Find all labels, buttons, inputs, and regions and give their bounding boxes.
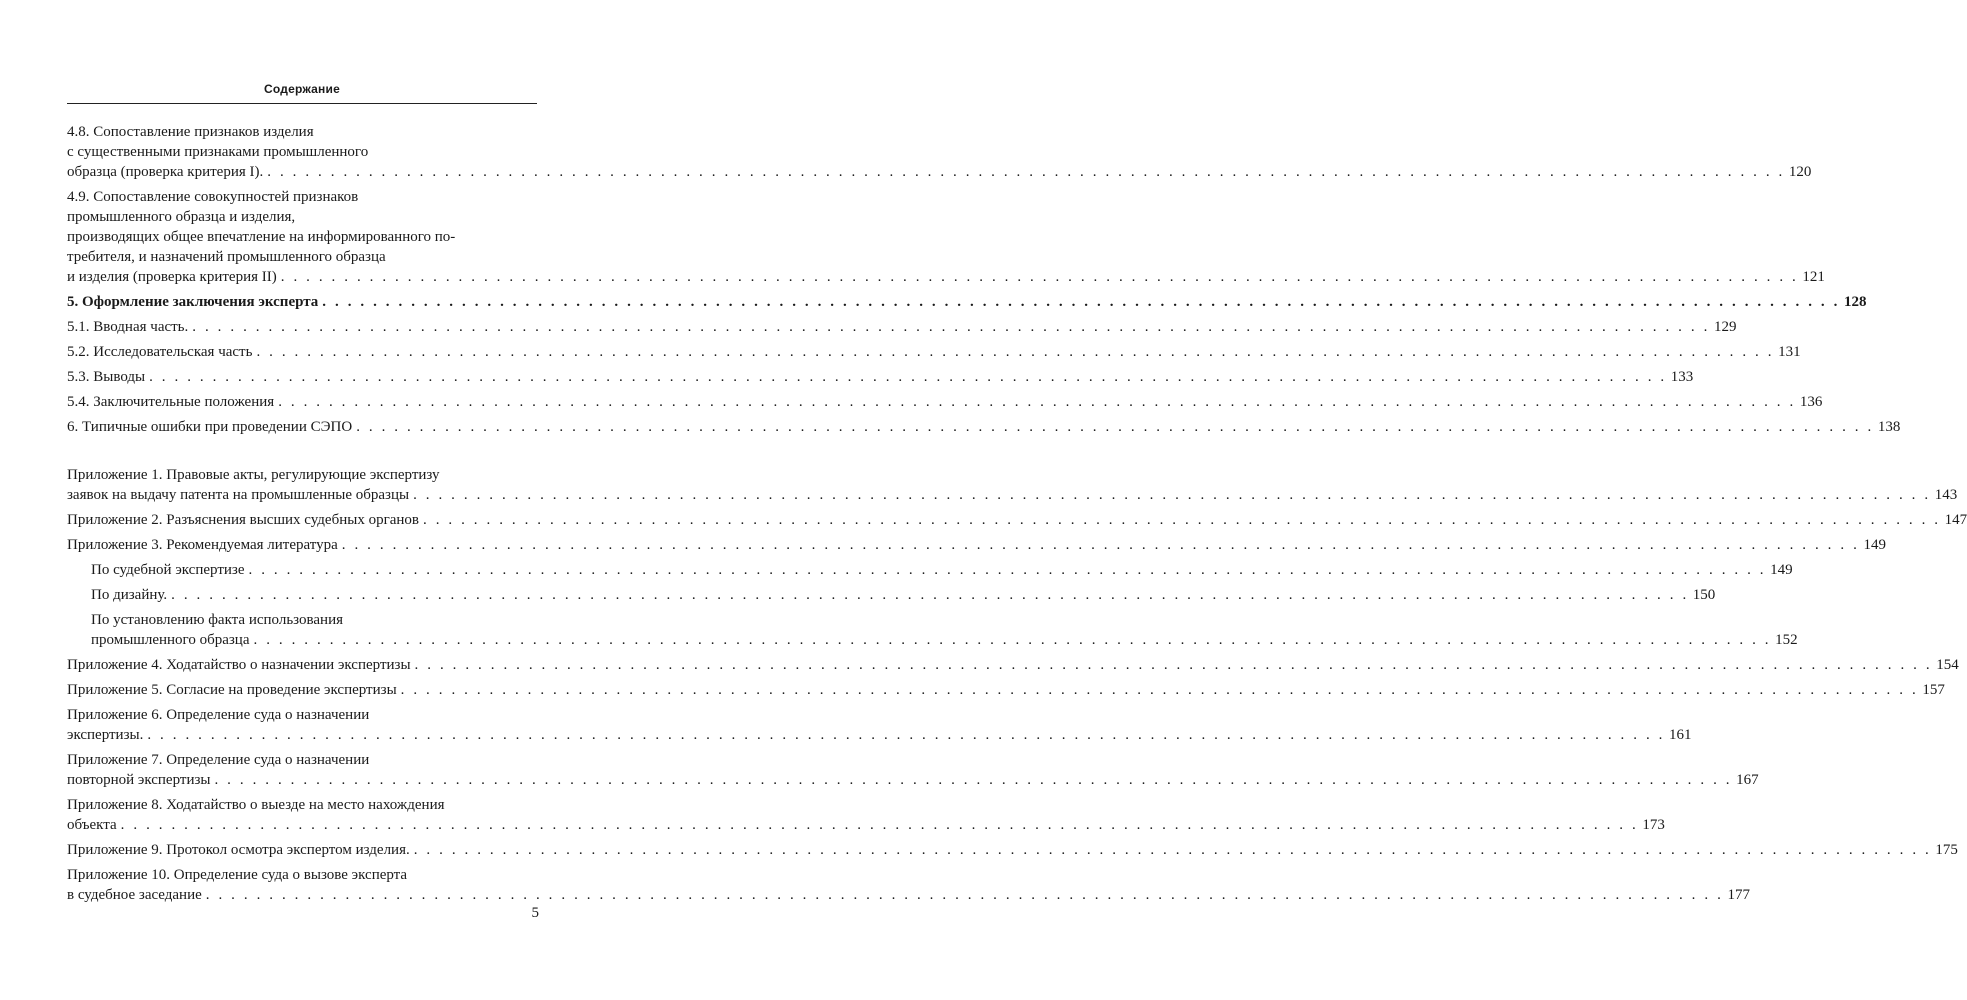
dot-leader: . . . . . . . . . . . . . . . . . . . . . . . . . . . . . . . . . . . . . . . . . . . . . . . . . . . . . . . . . . . . . . . . . . . . . . . . . . . . . . . . . . . . . . . . . . . . . . . . . . . . . . . . . . . . . . . . . . . . . . . . <box>322 294 1840 310</box>
dot-leader: . . . . . . . . . . . . . . . . . . . . . . . . . . . . . . . . . . . . . . . . . . . . . . . . . . . . . . . . . . . . . . . . . . . . . . . . . . . . . . . . . . . . . . . . . . . . . . . . . . . . . . . . . . . . . . . . . . . . . . . . <box>267 164 1785 180</box>
dot-leader: . . . . . . . . . . . . . . . . . . . . . . . . . . . . . . . . . . . . . . . . . . . . . . . . . . . . . . . . . . . . . . . . . . . . . . . . . . . . . . . . . . . . . . . . . . . . . . . . . . . . . . . . . . . . . . . . . . . . . . . . <box>171 587 1689 603</box>
toc-entry <box>67 585 1716 605</box>
toc-page-number: 147 <box>1944 512 1967 528</box>
toc-page-number: 129 <box>1713 319 1737 335</box>
toc-entry-title: образца (проверка критерия I). <box>67 164 264 180</box>
toc-entry-line: 4.8. Сопоставление признаков изделия <box>67 124 314 140</box>
toc-entry <box>67 187 1825 287</box>
toc-entry-title: 5.4. Заключительные положения <box>67 394 275 410</box>
toc-entry-line: требителя, и назначений промышленного образца <box>67 249 386 265</box>
toc-entry-title: заявок на выдачу патента на промышленные образцы <box>67 487 410 503</box>
toc-entry <box>67 465 1958 505</box>
section-gap <box>67 442 537 465</box>
toc-page-number: 149 <box>1770 562 1793 578</box>
toc-page-number: 161 <box>1669 727 1692 743</box>
dot-leader: . . . . . . . . . . . . . . . . . . . . . . . . . . . . . . . . . . . . . . . . . . . . . . . . . . . . . . . . . . . . . . . . . . . . . . . . . . . . . . . . . . . . . . . . . . . . . . . . . . . . . . . . . . . . . . . . . . . . . . . . <box>414 657 1933 673</box>
toc-page-number: 121 <box>1802 269 1825 285</box>
toc-entry-lastline <box>67 840 1958 860</box>
dot-leader: . . . . . . . . . . . . . . . . . . . . . . . . . . . . . . . . . . . . . . . . . . . . . . . . . . . . . . . . . . . . . . . . . . . . . . . . . . . . . . . . . . . . . . . . . . . . . . . . . . . . . . . . . . . . . . . . . . . . . . . . <box>149 369 1667 385</box>
toc-entry-lastline <box>67 815 1665 835</box>
toc-entry-title: 5.1. Вводная часть. <box>67 319 189 335</box>
toc-entry <box>67 417 1901 437</box>
toc-entry-lastline <box>91 630 1798 650</box>
dot-leader: . . . . . . . . . . . . . . . . . . . . . . . . . . . . . . . . . . . . . . . . . . . . . . . . . . . . . . . . . . . . . . . . . . . . . . . . . . . . . . . . . . . . . . . . . . . . . . . . . . . . . . . . . . . . . . . . . . . . . . . . <box>147 727 1665 743</box>
dot-leader: . . . . . . . . . . . . . . . . . . . . . . . . . . . . . . . . . . . . . . . . . . . . . . . . . . . . . . . . . . . . . . . . . . . . . . . . . . . . . . . . . . . . . . . . . . . . . . . . . . . . . . . . . . . . . . . . . . . . . . . . <box>341 537 1860 553</box>
toc-entry <box>67 510 1967 530</box>
toc-page-number: 152 <box>1775 632 1798 648</box>
toc-page-number: 120 <box>1788 164 1812 180</box>
toc-entry-line: По установлению факта использования <box>91 612 343 628</box>
dot-leader: . . . . . . . . . . . . . . . . . . . . . . . . . . . . . . . . . . . . . . . . . . . . . . . . . . . . . . . . . . . . . . . . . . . . . . . . . . . . . . . . . . . . . . . . . . . . . . . . . . . . . . . . . . . . . . . . . . . . . . . . <box>400 682 1919 698</box>
toc-page-number: 150 <box>1692 587 1716 603</box>
toc-entry-title: По судебной экспертизе <box>91 562 245 578</box>
toc-entry <box>67 317 1737 337</box>
toc-entry-lastline <box>67 725 1692 745</box>
toc-entry-line: промышленного образца и изделия, <box>67 209 296 225</box>
toc-entry <box>67 680 1945 700</box>
dot-leader: . . . . . . . . . . . . . . . . . . . . . . . . . . . . . . . . . . . . . . . . . . . . . . . . . . . . . . . . . . . . . . . . . . . . . . . . . . . . . . . . . . . . . . . . . . . . . . . . . . . . . . . . . . . . . . . . . . . . . . . . <box>413 487 1931 503</box>
toc-entry-lastline <box>67 680 1945 700</box>
dot-leader: . . . . . . . . . . . . . . . . . . . . . . . . . . . . . . . . . . . . . . . . . . . . . . . . . . . . . . . . . . . . . . . . . . . . . . . . . . . . . . . . . . . . . . . . . . . . . . . . . . . . . . . . . . . . . . . . . . . . . . . . <box>413 842 1932 858</box>
toc-entry-lastline <box>67 655 1959 675</box>
toc-entry-lastline <box>67 317 1737 337</box>
toc-entry <box>67 840 1958 860</box>
dot-leader: . . . . . . . . . . . . . . . . . . . . . . . . . . . . . . . . . . . . . . . . . . . . . . . . . . . . . . . . . . . . . . . . . . . . . . . . . . . . . . . . . . . . . . . . . . . . . . . . . . . . . . . . . . . . . . . . . . . . . . . . <box>253 632 1772 648</box>
header-rule <box>67 103 537 104</box>
toc-entry-lastline <box>67 267 1825 287</box>
toc-entry-lastline <box>67 485 1958 505</box>
toc-entry-line: Приложение 7. Определение суда о назначении <box>67 752 370 768</box>
toc-page-number: 175 <box>1935 842 1958 858</box>
toc-entry-line: Приложение 6. Определение суда о назначении <box>67 707 370 723</box>
toc-entry <box>67 342 1801 362</box>
toc-entry-title: 5.2. Исследовательская часть <box>67 344 253 360</box>
toc-entry-line: с существенными признаками промышленного <box>67 144 369 160</box>
toc-entry-title: По дизайну. <box>91 587 168 603</box>
dot-leader: . . . . . . . . . . . . . . . . . . . . . . . . . . . . . . . . . . . . . . . . . . . . . . . . . . . . . . . . . . . . . . . . . . . . . . . . . . . . . . . . . . . . . . . . . . . . . . . . . . . . . . . . . . . . . . . . . . . . . . . . <box>120 817 1639 833</box>
toc-entry-title: объекта <box>67 817 117 833</box>
toc-entry-title: 6. Типичные ошибки при проведении СЭПО <box>67 419 353 435</box>
dot-leader: . . . . . . . . . . . . . . . . . . . . . . . . . . . . . . . . . . . . . . . . . . . . . . . . . . . . . . . . . . . . . . . . . . . . . . . . . . . . . . . . . . . . . . . . . . . . . . . . . . . . . . . . . . . . . . . . . . . . . . . . <box>280 269 1799 285</box>
toc-page-number: 167 <box>1736 772 1759 788</box>
toc-page-number: 177 <box>1727 887 1750 903</box>
toc-entry-lastline <box>67 510 1967 530</box>
toc-entry-title: в судебное заседание <box>67 887 202 903</box>
toc-entry <box>67 750 1759 790</box>
toc-entry-lastline <box>67 417 1901 437</box>
toc-entry <box>67 292 1867 312</box>
toc-page-number: 157 <box>1922 682 1945 698</box>
toc-entry-title: 5.3. Выводы <box>67 369 146 385</box>
toc-entry-title: Приложение 9. Протокол осмотра экспертом изделия. <box>67 842 410 858</box>
dot-leader: . . . . . . . . . . . . . . . . . . . . . . . . . . . . . . . . . . . . . . . . . . . . . . . . . . . . . . . . . . . . . . . . . . . . . . . . . . . . . . . . . . . . . . . . . . . . . . . . . . . . . . . . . . . . . . . . . . . . . . . . <box>205 887 1724 903</box>
toc-page-number: 173 <box>1642 817 1665 833</box>
toc-page-number: 136 <box>1799 394 1823 410</box>
toc-page-number: 133 <box>1670 369 1694 385</box>
toc-page-number: 128 <box>1843 294 1867 310</box>
dot-leader: . . . . . . . . . . . . . . . . . . . . . . . . . . . . . . . . . . . . . . . . . . . . . . . . . . . . . . . . . . . . . . . . . . . . . . . . . . . . . . . . . . . . . . . . . . . . . . . . . . . . . . . . . . . . . . . . . . . . . . . . <box>356 419 1874 435</box>
toc-page-number: 149 <box>1863 537 1886 553</box>
toc-entry-title: Приложение 4. Ходатайство о назначении экспертизы <box>67 657 411 673</box>
page-number: 5 <box>531 905 539 921</box>
toc-entry-lastline <box>67 770 1759 790</box>
toc-entry <box>67 705 1692 745</box>
dot-leader: . . . . . . . . . . . . . . . . . . . . . . . . . . . . . . . . . . . . . . . . . . . . . . . . . . . . . . . . . . . . . . . . . . . . . . . . . . . . . . . . . . . . . . . . . . . . . . . . . . . . . . . . . . . . . . . . . . . . . . . . <box>248 562 1767 578</box>
toc-page-number: 131 <box>1778 344 1801 360</box>
toc-entry <box>67 392 1823 412</box>
toc-entry-line: Приложение 10. Определение суда о вызове эксперта <box>67 867 408 883</box>
toc-entry-title: промышленного образца <box>91 632 250 648</box>
toc-entry-lastline <box>67 885 1750 905</box>
toc-entry-lastline <box>67 367 1694 387</box>
toc-entry-line: производящих общее впечатление на информированного по- <box>67 229 456 245</box>
dot-leader: . . . . . . . . . . . . . . . . . . . . . . . . . . . . . . . . . . . . . . . . . . . . . . . . . . . . . . . . . . . . . . . . . . . . . . . . . . . . . . . . . . . . . . . . . . . . . . . . . . . . . . . . . . . . . . . . . . . . . . . . <box>278 394 1796 410</box>
dot-leader: . . . . . . . . . . . . . . . . . . . . . . . . . . . . . . . . . . . . . . . . . . . . . . . . . . . . . . . . . . . . . . . . . . . . . . . . . . . . . . . . . . . . . . . . . . . . . . . . . . . . . . . . . . . . . . . . . . . . . . . . <box>256 344 1775 360</box>
toc-page-number: 154 <box>1936 657 1959 673</box>
toc-entry <box>67 795 1665 835</box>
toc-entry-title: Приложение 3. Рекомендуемая литература <box>67 537 338 553</box>
toc-entry <box>67 610 1798 650</box>
running-header: Содержание <box>264 82 340 96</box>
toc-entry <box>67 560 1793 580</box>
toc-entry-lastline <box>91 585 1716 605</box>
toc-entry <box>67 865 1750 905</box>
toc-entry-lastline <box>67 535 1886 555</box>
toc-page-number: 138 <box>1877 419 1901 435</box>
toc-entry-line: 4.9. Сопоставление совокупностей признаков <box>67 189 359 205</box>
toc-page-number: 143 <box>1934 487 1958 503</box>
toc-entry-title: Приложение 5. Согласие на проведение экспертизы <box>67 682 397 698</box>
dot-leader: . . . . . . . . . . . . . . . . . . . . . . . . . . . . . . . . . . . . . . . . . . . . . . . . . . . . . . . . . . . . . . . . . . . . . . . . . . . . . . . . . . . . . . . . . . . . . . . . . . . . . . . . . . . . . . . . . . . . . . . . <box>423 512 1941 528</box>
toc-entry-title: повторной экспертизы <box>67 772 211 788</box>
toc-entry-lastline <box>67 292 1867 312</box>
dot-leader: . . . . . . . . . . . . . . . . . . . . . . . . . . . . . . . . . . . . . . . . . . . . . . . . . . . . . . . . . . . . . . . . . . . . . . . . . . . . . . . . . . . . . . . . . . . . . . . . . . . . . . . . . . . . . . . . . . . . . . . . <box>192 319 1710 335</box>
toc-entry-title: Приложение 2. Разъяснения высших судебных органов <box>67 512 419 528</box>
toc-entry-lastline <box>67 392 1823 412</box>
toc-entry-title: 5. Оформление заключения эксперта <box>67 294 319 310</box>
toc-entry-line: Приложение 8. Ходатайство о выезде на место нахождения <box>67 797 445 813</box>
toc-entry-lastline <box>67 162 1812 182</box>
toc-entry-title: экспертизы. <box>67 727 144 743</box>
toc-entry <box>67 122 1812 182</box>
toc-entry <box>67 655 1959 675</box>
table-of-contents <box>67 122 1967 910</box>
toc-entry-line: Приложение 1. Правовые акты, регулирующие экспертизу <box>67 467 440 483</box>
toc-entry <box>67 367 1694 387</box>
toc-entry-title: и изделия (проверка критерия II) <box>67 269 277 285</box>
toc-entry <box>67 535 1886 555</box>
toc-entry-lastline <box>91 560 1793 580</box>
dot-leader: . . . . . . . . . . . . . . . . . . . . . . . . . . . . . . . . . . . . . . . . . . . . . . . . . . . . . . . . . . . . . . . . . . . . . . . . . . . . . . . . . . . . . . . . . . . . . . . . . . . . . . . . . . . . . . . . . . . . . . . . <box>214 772 1733 788</box>
toc-entry-lastline <box>67 342 1801 362</box>
